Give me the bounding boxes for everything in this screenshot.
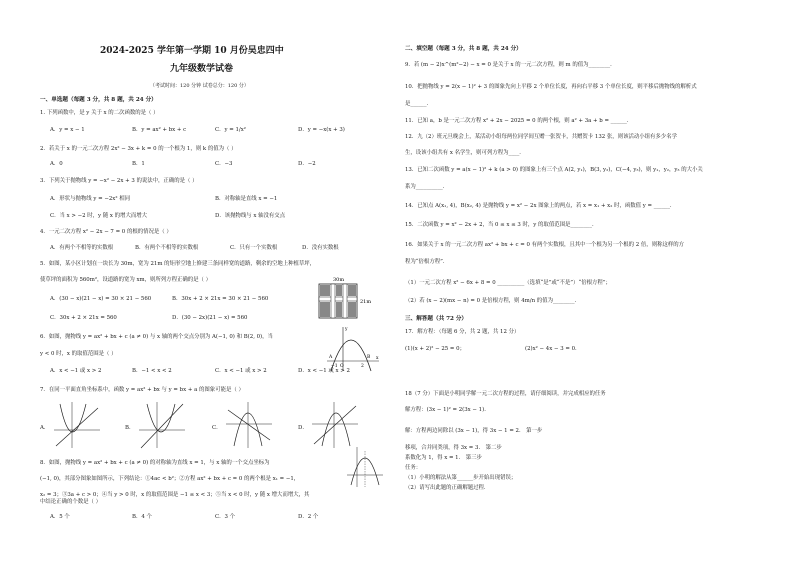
exam-info: （考试时间：120 分钟 试卷总分：120 分） [150,83,249,89]
q2-option-a: A．0 [50,161,63,167]
q4-option-d: D．没有实数根 [302,245,339,251]
q6-option-c: C．x < −1 或 x > 2 [215,368,267,374]
q6-parabola-figure [325,325,381,373]
q5-option-b: B．30x + 2 × 21x = 30 × 21 − 560 [172,296,269,302]
q1-option-d: D．y = −x(x + 3) [298,127,345,133]
q8-parabola-figure [345,445,385,489]
question-11: 11．已知 a，b 是一元二次方程 x² + 2x − 2025 = 0 的两个根，则 a² + 3a + b = ______． [405,118,633,124]
exam-subtitle: 九年级数学试卷 [170,64,234,74]
question-14: 14．已知点 A(x₁, 4)，B(x₂, 4) 是抛物线 y = x² − 2x 图象上的两点，若 x = x₁ + x₂ 时，函数值 y = ______． [405,203,676,209]
question-18-task-label: 任务： [405,465,422,471]
question-7: 7．在同一平面直角坐标系中，函数 y = ax² + bx 与 y = bx + a 的图象可能是（ ） [40,387,244,393]
question-18-step2: 移项，合并同类项，得 3x = 3． 第二步 [405,445,502,451]
exam-title: 2024-2025 学年第一学期 10 月份吴忠四中 [100,46,284,56]
question-5-line1: 5．如图，某小区计划在一块长为 30m，宽为 21m 的矩形空地上修建三条同样宽的道路，剩余的空地上种植草坪， [40,261,316,267]
question-18-step1: 解：方程两边同除以 (3x − 1)，得 3x − 1 = 2． 第一步 [405,428,543,434]
question-12-line1: 12．九（2）班元旦晚会上，某活动小组每两位同学间互赠一张贺卡，共赠贺卡 132 张，则该活动小组有多少名学 [405,134,677,140]
svg-text:x: x [376,356,379,361]
section-solutions: 三、解答题（共 72 分） [405,316,468,322]
q7-option-b: B． [125,425,135,431]
section-single-choice: 一、单选题（每题 3 分，共 8 题，共 24 分） [40,97,157,103]
question-17-part2: (2)x² − 4x − 3 = 0． [525,346,581,352]
question-4: 4．一元二次方程 x² − 2x − 7 = 0 的根的情况是（ ） [40,229,172,235]
question-18-intro: 18（7 分）下面是小明同学解一元二次方程的过程，请仔细阅读，并完成相应的任务 [405,391,606,397]
section-fill-blank: 二、填空题（每题 3 分，共 8 题，共 24 分） [405,46,522,52]
question-8-line2: (−1, 0)，其部分图象如图所示，下列结论：①4ac < b²；②方程 ax² + bx + c = 0 的两个根是 x₁ = −1， [40,476,300,482]
q2-option-b: B．1 [132,161,145,167]
q3-option-a: A．形状与抛物线 y = −2x² 相同 [50,196,130,202]
q3-option-d: D．该抛物线与 x 轴没有交点 [215,213,286,219]
q7-option-a: A． [40,425,50,431]
question-17: 17．解方程：（每题 6 分，共 2 题，共 12 分） [405,329,520,335]
q2-option-c: C．−3 [215,161,233,167]
q5-height-label: 21m [360,299,372,305]
q8-option-b: B．4 个 [132,514,152,520]
question-16-line1: 16．如果关于 x 的一元二次方程 ax² + bx + c = 0 有两个实数根，且其中一个根为另一个根的 2 倍，则称这样的方 [405,242,685,248]
q5-option-a: A．(30 − x)(21 − x) = 30 × 21 − 560 [50,296,152,302]
question-18-equation: 解方程：(3x − 1)² = 2(3x − 1)． [405,407,490,413]
question-5-line2: 使草坪的面积为 560m²，设道路的宽为 xm，则所列方程正确的是（ ） [40,277,212,283]
question-17-part1: (1)(x + 2)² − 25 = 0； [405,346,465,352]
q6-option-a: A．x < −1 或 x > 2 [50,368,102,374]
svg-text:2: 2 [361,364,364,369]
q8-option-a: A．5 个 [50,514,70,520]
q7-graph-d [310,400,360,450]
question-18-task2: （2）请写出此题的正确解题过程． [405,485,490,491]
question-1: 1. 下列函数中，是 y 关于 x 的二次函数的是（ ） [40,110,159,116]
q1-option-c: C．y = 1/x² [215,127,246,133]
q1-option-b: B．y = ax² + bx + c [132,127,187,133]
q4-option-b: B．有两个不相等的实数根 [135,245,199,251]
q5-width-label: 30m [333,277,345,283]
question-3: 3．下列关于抛物线 y = −x² − 2x + 3 的说法中，正确的是（ ） [40,178,198,184]
question-8-line1: 8．如图，抛物线 y = ax² + bx + c (a ≠ 0) 的对称轴为直线 x = 1，与 x 轴的一个交点坐标为 [40,460,270,466]
q3-option-b: B．对称轴是直线 x = −1 [215,196,278,202]
question-6-line2: y < 0 时，x 的取值范围是（ ） [40,351,117,357]
question-10-line1: 10．把抛物线 y = 2(x − 1)² + 3 的图象先向上平移 2 个单位长度，再向右平移 3 个单位长度，则平移后抛物线的解析式 [405,84,697,90]
question-10-line2: 是______． [405,101,432,107]
question-18-step3: 系数化为 1，得 x = 1． 第三步 [405,455,482,461]
question-9: 9．若 (m − 2)x^(m²−2) − x = 0 是关于 x 的一元二次方程，则 m 的值为________． [405,62,616,68]
q1-option-a: A．y = x − 1 [50,127,85,133]
question-6-line1: 6．如图，抛物线 y = ax² + bx + c (a ≠ 0) 与 x 轴的两个交点分别为 A(−1, 0) 和 B(2, 0)，当 [40,334,273,340]
q8-option-c: C．3 个 [215,514,236,520]
question-16-part1: （1）一元二次方程 x² − 6x + 8 = 0 __________（选填“是”或“不是”）“倍根方程”； [405,280,611,286]
question-13-line1: 13．已知二次函数 y = a(x − 1)² + k (a > 0) 的图象上有三个点 A(2, y₁)，B(3, y₂)，C(−4, y₃)，则 y₁，y₂，y₃ 的大小关 [405,167,703,173]
q7-graph-b [137,400,187,450]
question-8-line3: x₂ = 3；③3a + c > 0；④当 y > 0 时，x 的取值范围是 −1 ≤ x < 3；⑤当 x < 0 时，y 随 x 增大而增大，其中结论正确的个数是（ ） [40,492,310,505]
svg-text:O: O [340,364,344,369]
question-18-task1: （1）小明的解法从第______步开始出现错误； [405,475,517,481]
q5-road-figure [315,275,377,325]
q6-option-d: D．x < −1 或 x > 2 [298,368,350,374]
q4-option-a: A．有两个不相等的实数根 [50,245,114,251]
q7-option-d: D． [298,425,308,431]
svg-text:−1: −1 [331,364,338,369]
question-12-line2: 生，设该小组共有 x 名学生，则可列方程为____． [405,150,525,156]
question-2: 2．若关于 x 的一元二次方程 2x² − 3x + k = 0 的一个根为 1，则 k 的值为（ ） [40,146,237,152]
question-16-part2: （2）若 (x − 2)(mx − n) = 0 是倍根方程，则 4m/n 的值为________． [405,298,580,304]
q4-option-c: C．只有一个实数根 [230,245,278,251]
question-15: 15．二次函数 y = x² − 2x + 2，当 0 ≤ x ≤ 3 时，y 的取值范围是________． [405,222,598,228]
q6-option-b: B．−1 < x < 2 [132,368,172,374]
q5-option-c: C．30x + 2 × 21x = 560 [50,315,117,321]
q3-option-c: C．当 x > −2 时，y 随 x 的增大而增大 [50,213,148,219]
question-13-line2: 系为__________． [405,184,449,190]
q8-option-d: D．2 个 [298,514,319,520]
svg-text:A: A [329,355,333,360]
svg-text:B: B [367,355,371,360]
svg-text:y: y [345,327,348,332]
q2-option-d: D．−2 [298,161,316,167]
q7-graph-a [52,400,102,450]
q5-option-d: D．(30 − 2x)(21 − x) = 560 [172,315,248,321]
q7-option-c: C． [212,425,222,431]
q7-graph-c [224,400,274,450]
question-16-line2: 程为“倍根方程”． [405,259,449,265]
